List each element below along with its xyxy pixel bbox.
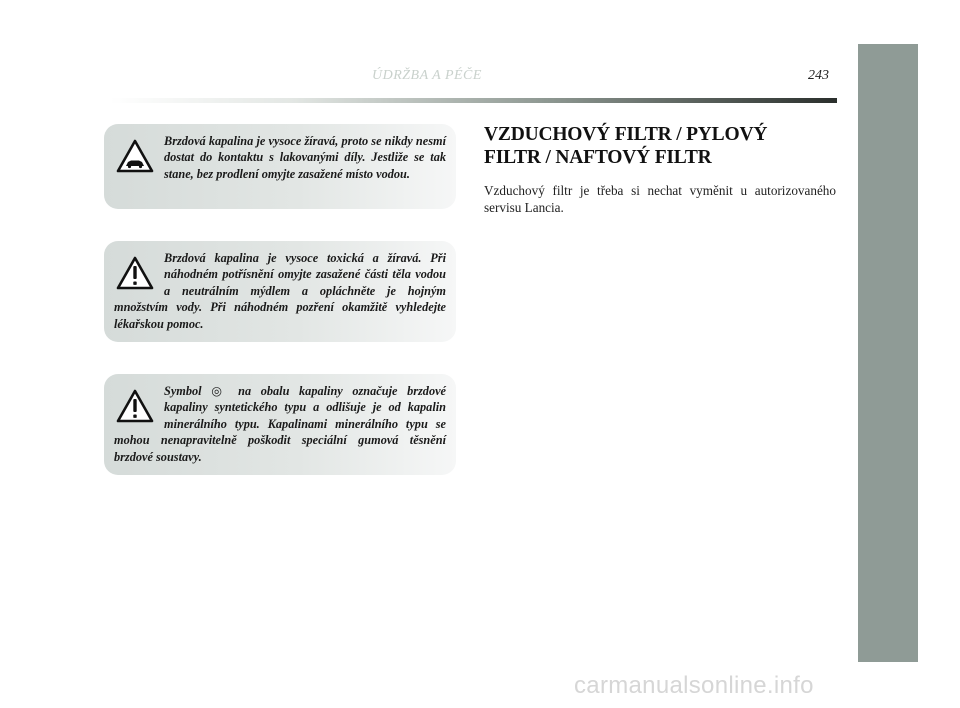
warning-triangle-icon <box>116 389 154 423</box>
header-rule <box>110 98 837 103</box>
warning-text: Brzdová kapalina je vysoce toxická a žíravá. Při náhodném potřísnění omyjte zasažené části těla vodou a neutrálním mýdlem a opláchněte je hojným množstvím vody. Při náhodném pozření okamžitě vyhledejte lékařskou pomoc. <box>114 251 446 331</box>
synthetic-fluid-symbol-icon: ◎ <box>211 384 229 398</box>
warning-box-paint-damage <box>104 124 456 209</box>
watermark: carmanualsonline.info <box>574 672 814 699</box>
chapter-side-tab <box>858 44 918 662</box>
warning-text-rest: na obalu kapaliny označuje brzdové kapaliny syntetického typu a odlišuje je od kapalin minerálního typu. Kapalinami minerálního typu se mohou nenapravitelně poškodit speciální gumová těsnění brzdové soustavy. <box>114 384 447 464</box>
section-body: Vzduchový filtr je třeba si nechat vyměnit u autorizovaného servisu Lancia. <box>484 183 836 215</box>
section-title: VZDUCHOVÝ FILTR / PYLOVÝ FILTR / NAFTOVÝ FILTR <box>484 124 768 168</box>
warning-text: Brzdová kapalina je vysoce žíravá, proto se nikdy nesmí dostat do kontaktu s lakovanými díly. Jestliže se tak stane, bez prodlení omyjte zasažené místo vodou. <box>164 134 446 181</box>
warning-triangle-car-icon <box>116 139 154 173</box>
warning-box-toxic <box>104 241 456 342</box>
warning-box-synthetic-fluid <box>104 374 456 475</box>
running-head: ÚDRŽBA A PÉČE <box>372 68 482 83</box>
page-number: 243 <box>808 68 829 83</box>
warning-text-start: Symbol <box>164 384 202 398</box>
warning-triangle-icon <box>116 256 154 290</box>
